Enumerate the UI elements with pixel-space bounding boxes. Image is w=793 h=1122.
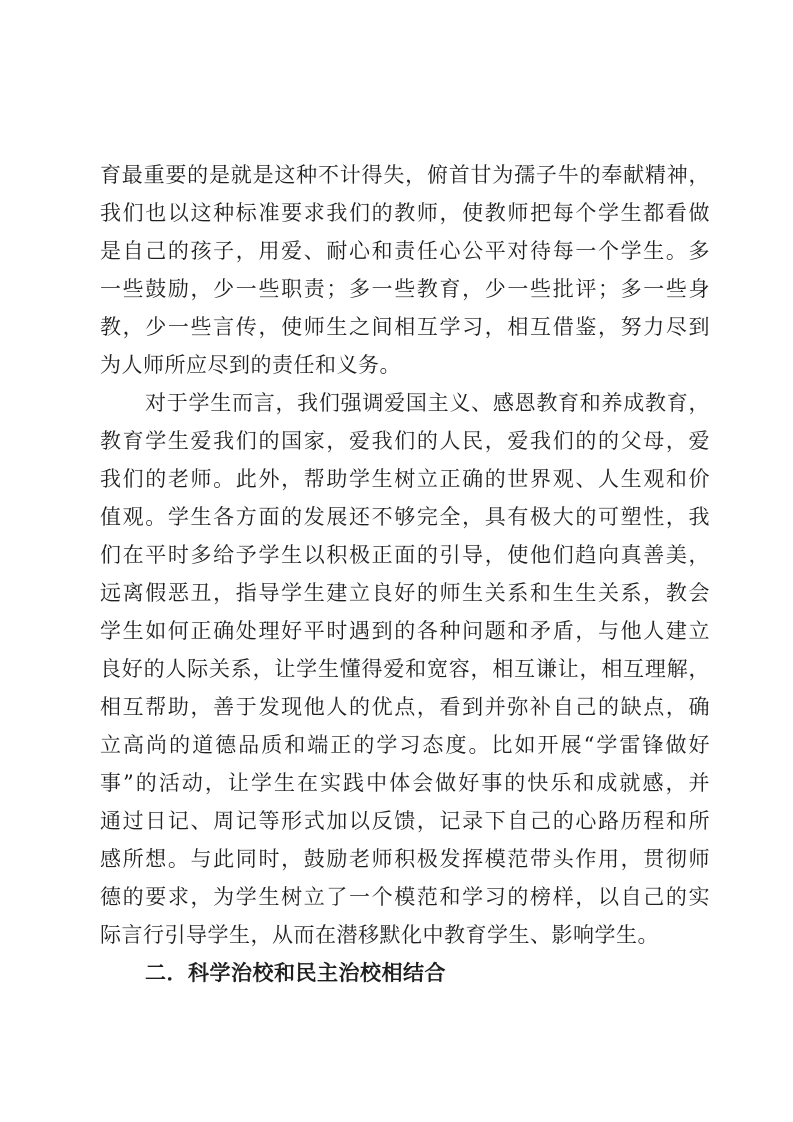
text-line: 为人师所应尽到的责任和义务。 bbox=[100, 353, 401, 377]
text-line: 是自己的孩子，用爱、耐心和责任心公平对待每一个学生。多 bbox=[100, 239, 710, 263]
text-line: 教育学生爱我们的国家，爱我们的人民，爱我们的的父母，爱 bbox=[100, 429, 710, 453]
text-line: 们在平时多给予学生以积极正面的引导，使他们趋向真善美， bbox=[100, 543, 710, 567]
heading-text-line: 二．科学治校和民主治校相结合 bbox=[145, 960, 446, 985]
text-line: 值观。学生各方面的发展还不够完全，具有极大的可塑性，我 bbox=[100, 505, 710, 529]
paragraph-teacher-ethics-continuation bbox=[100, 156, 710, 384]
text-line: 我们的老师。此外，帮助学生树立正确的世界观、人生观和价 bbox=[100, 467, 710, 491]
text-line: 际言行引导学生，从而在潜移默化中教育学生、影响学生。 bbox=[100, 923, 659, 947]
text-line: 对于学生而言，我们强调爱国主义、感恩教育和养成教育， bbox=[145, 391, 710, 415]
text-line: 学生如何正确处理好平时遇到的各种问题和矛盾，与他人建立 bbox=[100, 619, 710, 643]
document-text-block bbox=[100, 156, 710, 992]
text-line: 良好的人际关系，让学生懂得爱和宽容，相互谦让，相互理解， bbox=[100, 657, 710, 681]
text-line: 德的要求，为学生树立了一个模范和学习的榜样，以自己的实 bbox=[100, 885, 710, 909]
text-line: 育最重要的是就是这种不计得失，俯首甘为孺子牛的奉献精神， bbox=[100, 163, 710, 187]
text-line: 感所想。与此同时，鼓励老师积极发挥模范带头作用，贯彻师 bbox=[100, 847, 710, 871]
text-line: 我们也以这种标准要求我们的教师，使教师把每个学生都看做 bbox=[100, 201, 710, 225]
text-line: 一些鼓励，少一些职责；多一些教育，少一些批评；多一些身 bbox=[100, 277, 710, 301]
text-line: 远离假恶丑，指导学生建立良好的师生关系和生生关系，教会 bbox=[100, 581, 710, 605]
paragraph-student-education bbox=[100, 384, 710, 954]
text-line: 相互帮助，善于发现他人的优点，看到并弥补自己的缺点，确 bbox=[100, 695, 710, 719]
text-line: 教，少一些言传，使师生之间相互学习，相互借鉴，努力尽到 bbox=[100, 315, 710, 339]
text-line: 通过日记、周记等形式加以反馈，记录下自己的心路历程和所 bbox=[100, 809, 710, 833]
section-heading-2 bbox=[100, 954, 710, 992]
text-line: 事”的活动，让学生在实践中体会做好事的快乐和成就感，并 bbox=[100, 771, 710, 795]
text-line: 立高尚的道德品质和端正的学习态度。比如开展“学雷锋做好 bbox=[100, 733, 710, 757]
